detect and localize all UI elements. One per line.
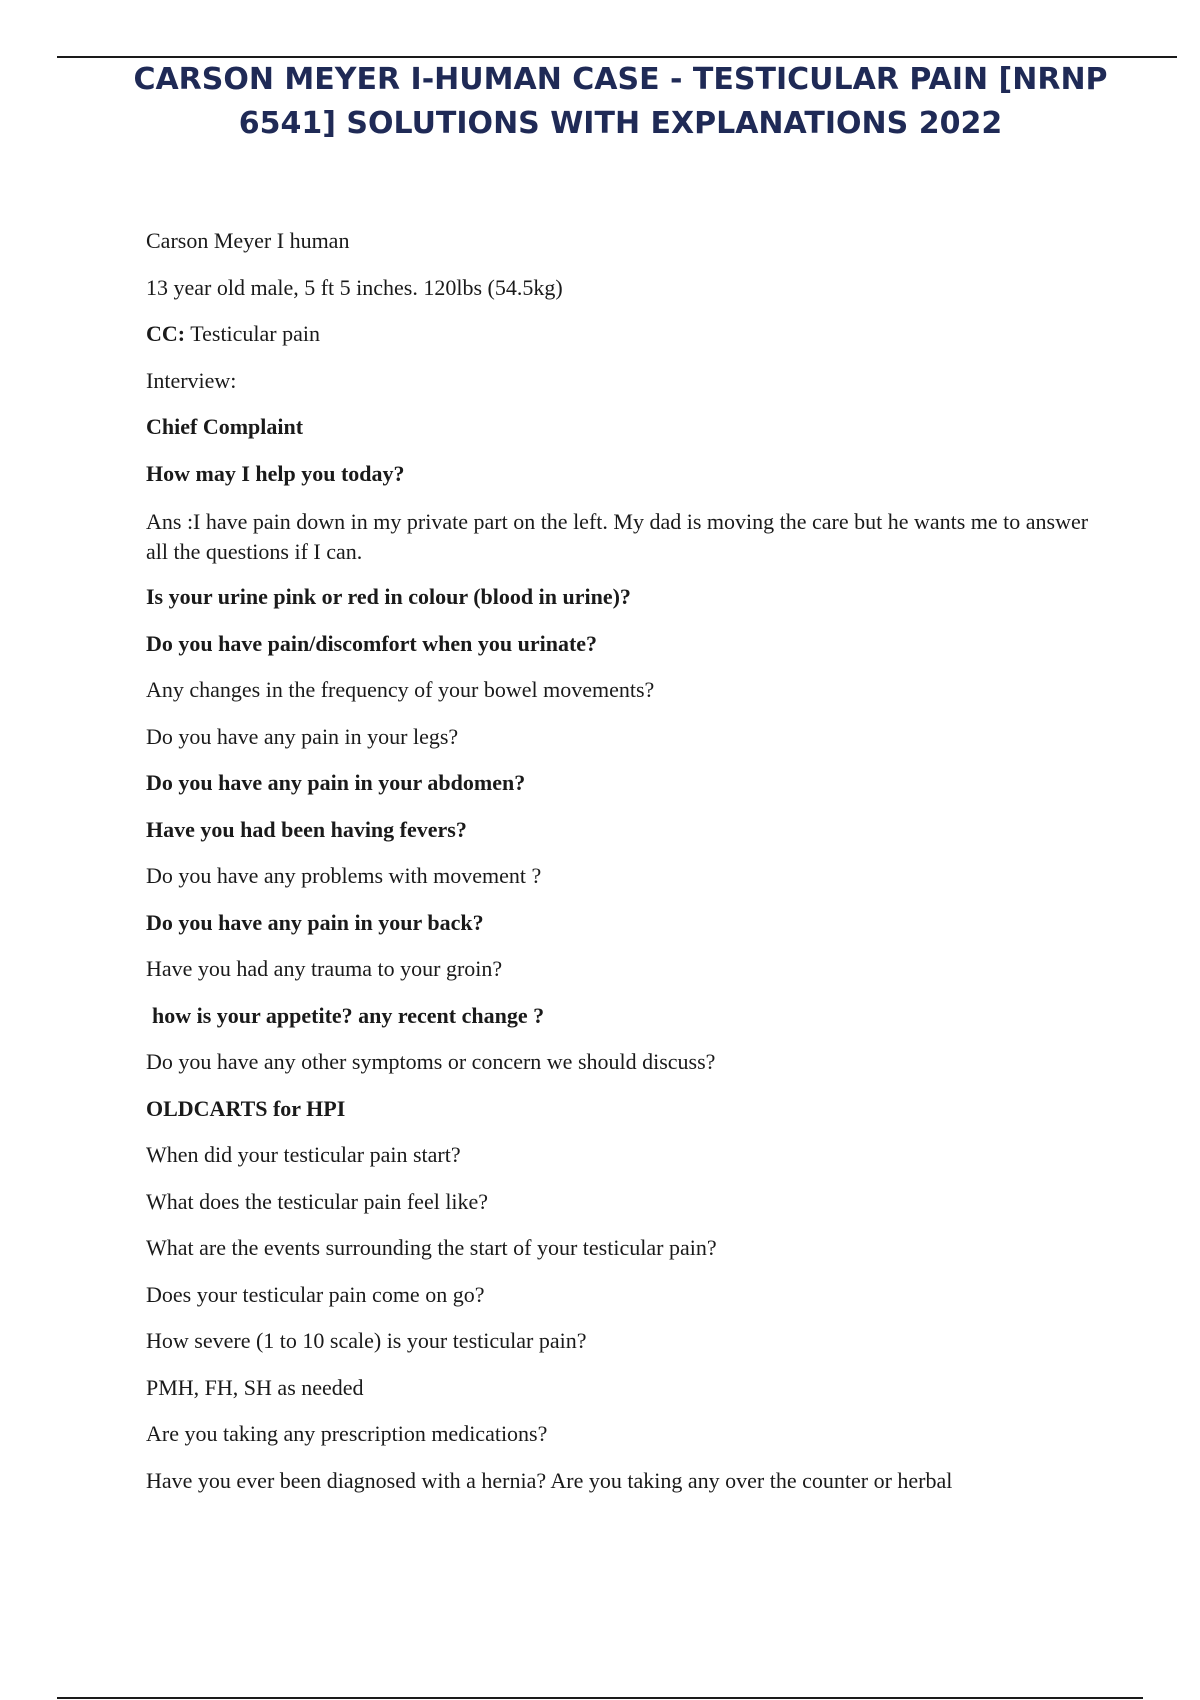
question-urine-color: Is your urine pink or red in colour (blood in urine)? bbox=[146, 584, 631, 609]
section-heading-oldcarts: OLDCARTS for HPI bbox=[146, 1095, 346, 1121]
question-other: Do you have any other symptoms or concern we should discuss? bbox=[146, 1049, 716, 1074]
question-bowel: Any changes in the frequency of your bowel movements? bbox=[146, 677, 655, 702]
question-hernia: Have you ever been diagnosed with a hernia? Are you taking any over the counter or herbal bbox=[146, 1467, 953, 1493]
section-heading-chief-complaint: Chief Complaint bbox=[146, 414, 304, 439]
question-start: When did your testicular pain start? bbox=[146, 1142, 461, 1167]
question-legs: Do you have any pain in your legs? bbox=[146, 723, 459, 749]
cc-label: CC: bbox=[146, 321, 186, 346]
question-events: What are the events surrounding the start of your testicular pain? bbox=[146, 1235, 717, 1260]
pmh-note: PMH, FH, SH as needed bbox=[146, 1374, 364, 1400]
patient-info: 13 year old male, 5 ft 5 inches. 120lbs (54.5kg) bbox=[146, 274, 563, 300]
question-appetite: how is your appetite? any recent change ? bbox=[152, 1002, 545, 1028]
question-trauma: Have you had any trauma to your groin? bbox=[146, 956, 503, 981]
chief-complaint-line bbox=[146, 321, 1096, 368]
document-title: CARSON MEYER I-HUMAN CASE - TESTICULAR PAIN [NRNP 6541] SOLUTIONS WITH EXPLANATIONS 2022 bbox=[133, 62, 1108, 141]
document-body bbox=[146, 228, 1096, 1514]
question-prescription: Are you taking any prescription medications? bbox=[146, 1421, 548, 1446]
bottom-rule bbox=[57, 1697, 1143, 1699]
interview-label: Interview: bbox=[146, 367, 237, 393]
question-urinate-pain: Do you have pain/discomfort when you urinate? bbox=[146, 630, 598, 656]
question-severity: How severe (1 to 10 scale) is your testicular pain? bbox=[146, 1328, 587, 1353]
question-fevers: Have you had been having fevers? bbox=[146, 816, 467, 842]
question-back: Do you have any pain in your back? bbox=[146, 909, 484, 935]
question-feel: What does the testicular pain feel like? bbox=[146, 1188, 489, 1214]
patient-name: Carson Meyer I human bbox=[146, 228, 350, 253]
answer-help: Ans :I have pain down in my private part on the left. My dad is moving the care but he wants me to answer all the questions if I can. bbox=[146, 509, 1089, 564]
question-abdomen: Do you have any pain in your abdomen? bbox=[146, 770, 526, 795]
question-come-go: Does your testicular pain come on go? bbox=[146, 1281, 485, 1307]
cc-value: Testicular pain bbox=[185, 321, 321, 346]
question-movement: Do you have any problems with movement ? bbox=[146, 863, 542, 888]
question-help: How may I help you today? bbox=[146, 460, 405, 486]
